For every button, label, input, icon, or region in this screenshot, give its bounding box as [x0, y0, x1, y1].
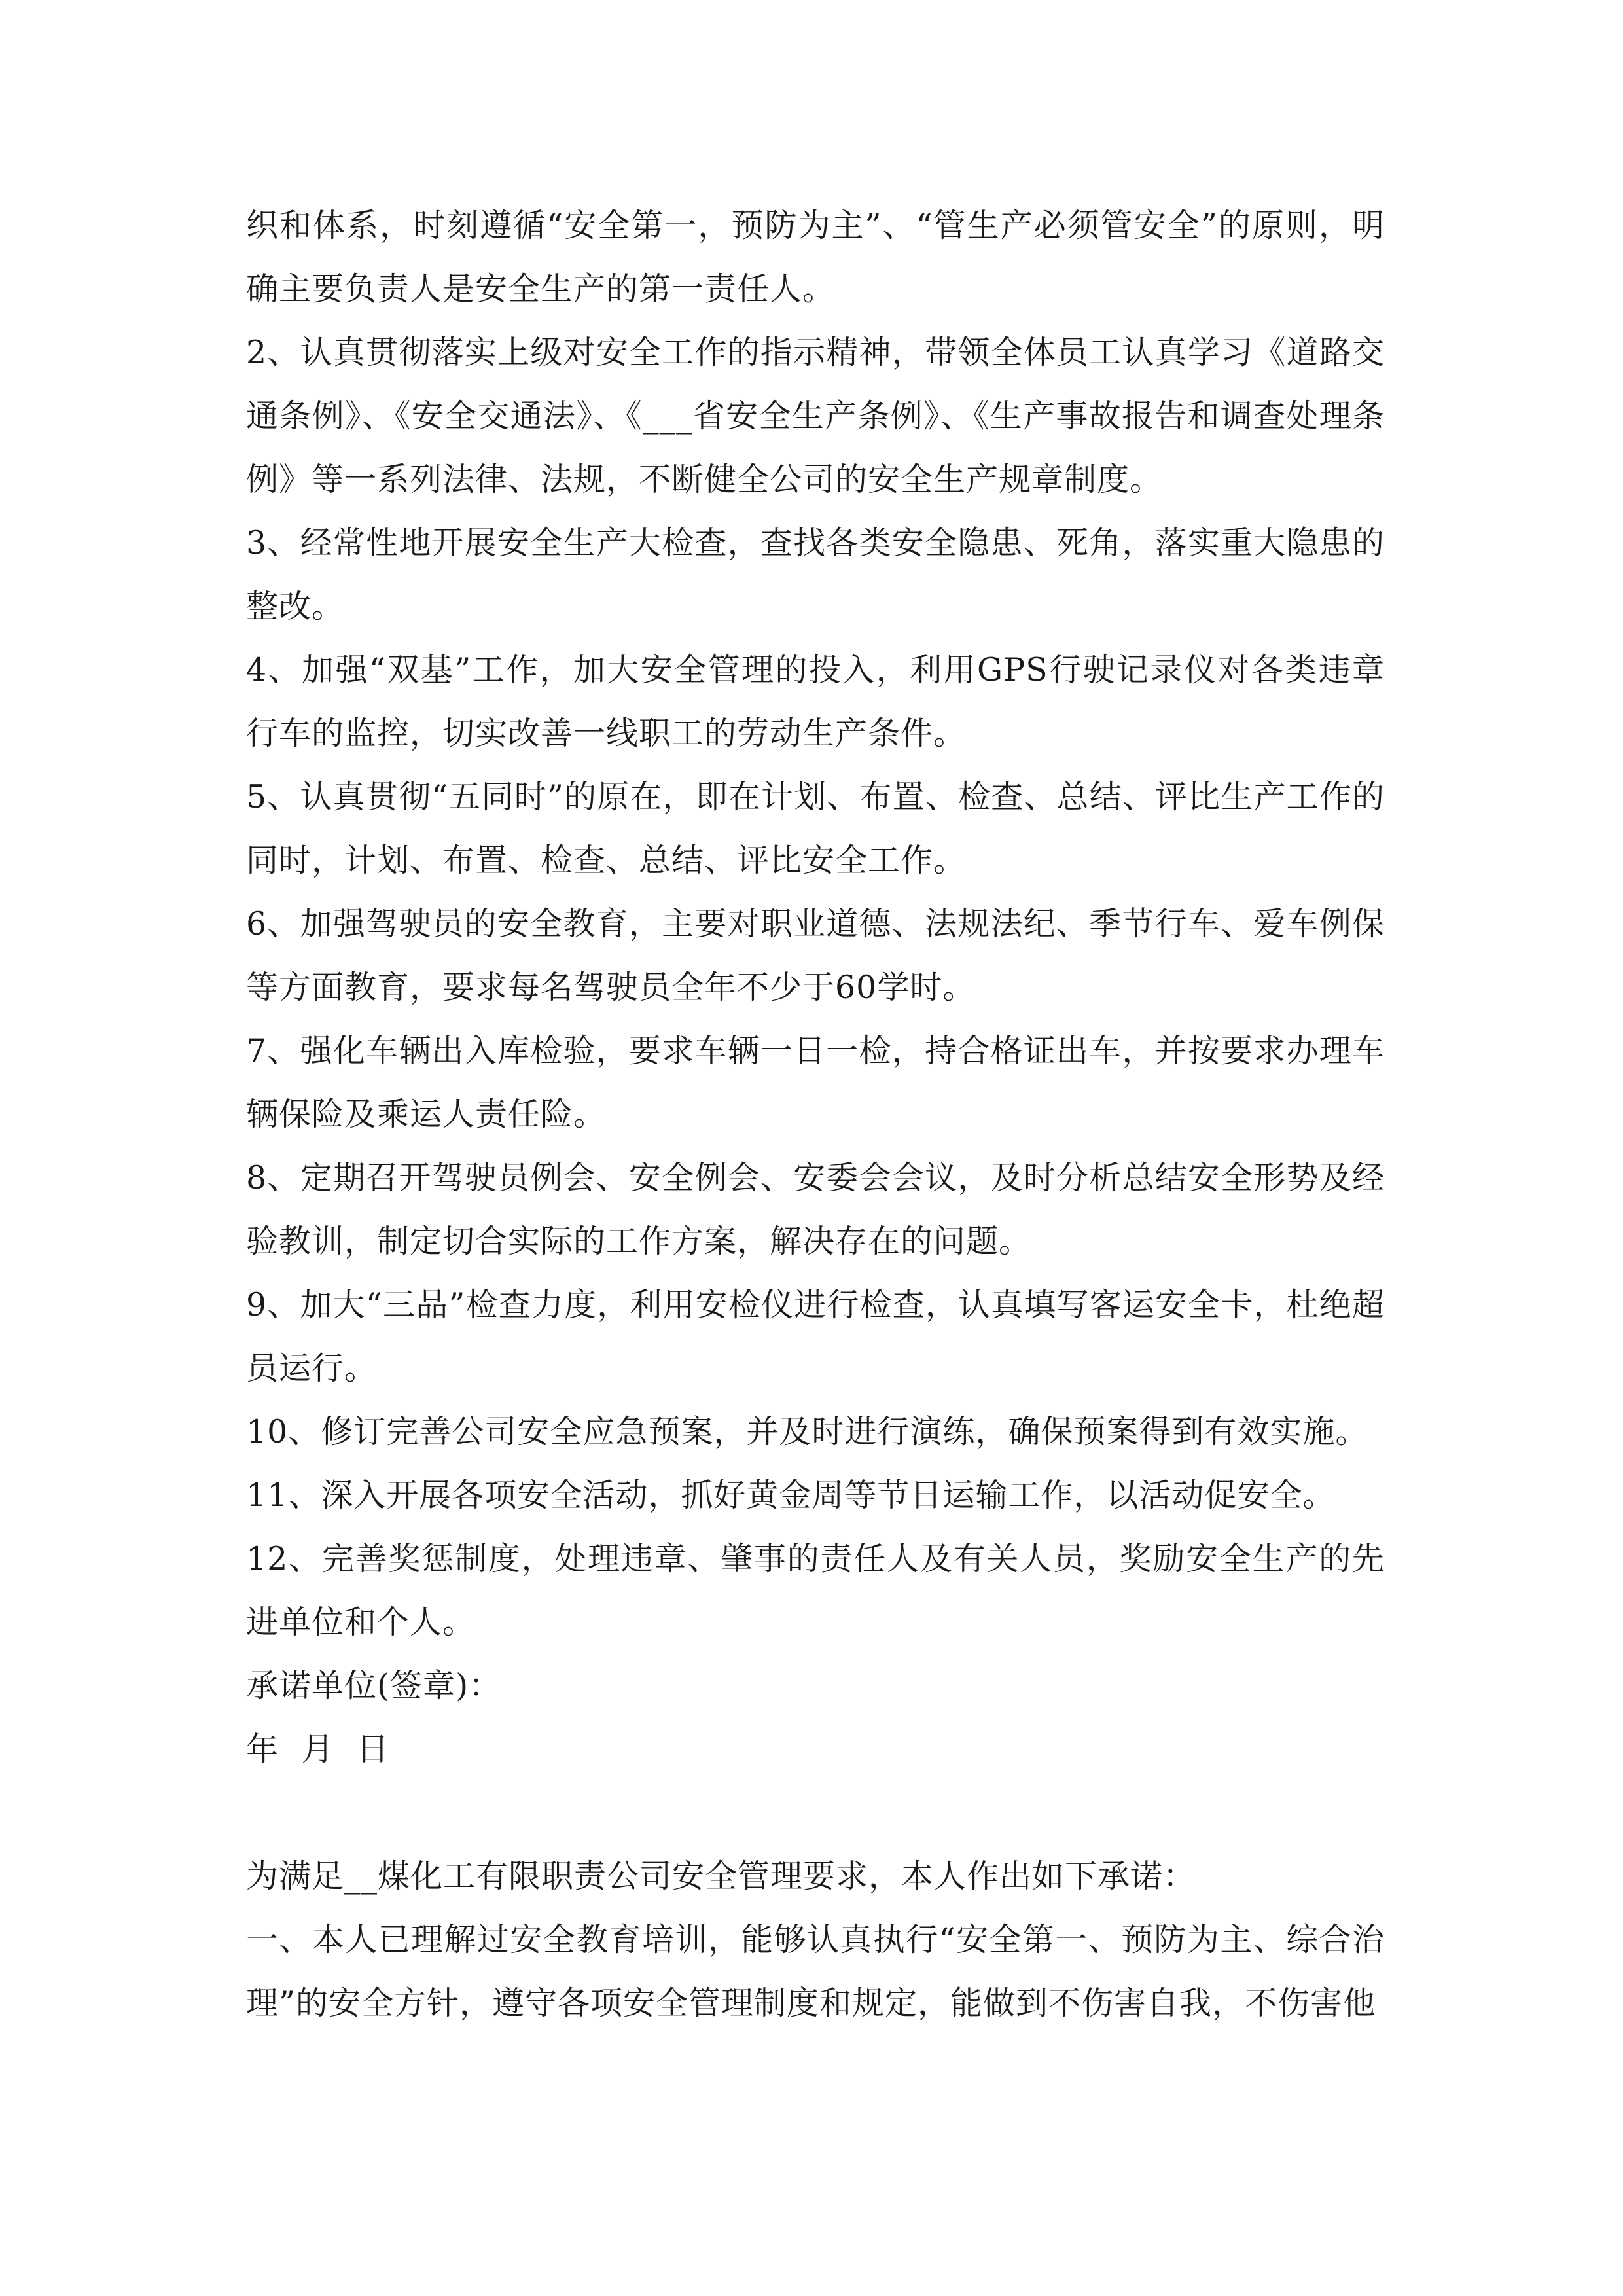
document-body	[246, 194, 1385, 2035]
commitment-item-9: 9、加大“三品”检查力度，利用安检仪进行检查，认真填写客运安全卡，杜绝超员运行。	[246, 1286, 1385, 1387]
section2-item-1: 一、本人已理解过安全教育培训，能够认真执行“安全第一、预防为主、综合治理”的安全方针，遵守各项安全管理制度和规定，能做到不伤害自我，不伤害他	[246, 1921, 1385, 2022]
section2-intro: 为满足__煤化工有限职责公司安全管理要求，本人作出如下承诺：	[246, 1857, 1196, 1895]
commitment-item-4: 4、加强“双基”工作，加大安全管理的投入，利用GPS行驶记录仪对各类违章行车的监控，切实改善一线职工的劳动生产条件。	[246, 651, 1385, 752]
commitment-item-3: 3、经常性地开展安全生产大检查，查找各类安全隐患、死角，落实重大隐患的整改。	[246, 524, 1385, 625]
commitment-item-8: 8、定期召开驾驶员例会、安全例会、安委会会议，及时分析总结安全形势及经验教训，制定切合实际的工作方案，解决存在的问题。	[246, 1159, 1385, 1260]
date-line: 年 月 日	[246, 1731, 390, 1768]
commitment-item-2: 2、认真贯彻落实上级对安全工作的指示精神，带领全体员工认真学习《道路交通条例》、《安全交通法》、《___省安全生产条例》、《生产事故报告和调查处理条例》等一系列法律、法规，不断健全公司的安全生产规章制度。	[246, 334, 1385, 498]
commitment-item-11: 11、深入开展各项安全活动，抓好黄金周等节日运输工作，以活动促安全。	[246, 1477, 1336, 1514]
paragraph-intro-continuation: 织和体系，时刻遵循“安全第一，预防为主”、“管生产必须管安全”的原则，明确主要负责人是安全生产的第一责任人。	[246, 207, 1385, 308]
commitment-item-10: 10、修订完善公司安全应急预案，并及时进行演练，确保预案得到有效实施。	[246, 1413, 1368, 1450]
commitment-item-6: 6、加强驾驶员的安全教育，主要对职业道德、法规法纪、季节行车、爱车例保等方面教育，要求每名驾驶员全年不少于60学时。	[246, 905, 1385, 1006]
commitment-item-5: 5、认真贯彻“五同时”的原在，即在计划、布置、检查、总结、评比生产工作的同时，计划、布置、检查、总结、评比安全工作。	[246, 778, 1385, 879]
section-spacer	[246, 1781, 1385, 1844]
commitment-item-7: 7、强化车辆出入库检验，要求车辆一日一检，持合格证出车，并按要求办理车辆保险及乘运人责任险。	[246, 1032, 1385, 1133]
commitment-item-12: 12、完善奖惩制度，处理违章、肇事的责任人及有关人员，奖励安全生产的先进单位和个人。	[246, 1540, 1385, 1641]
signature-label: 承诺单位(签章)：	[246, 1667, 502, 1704]
